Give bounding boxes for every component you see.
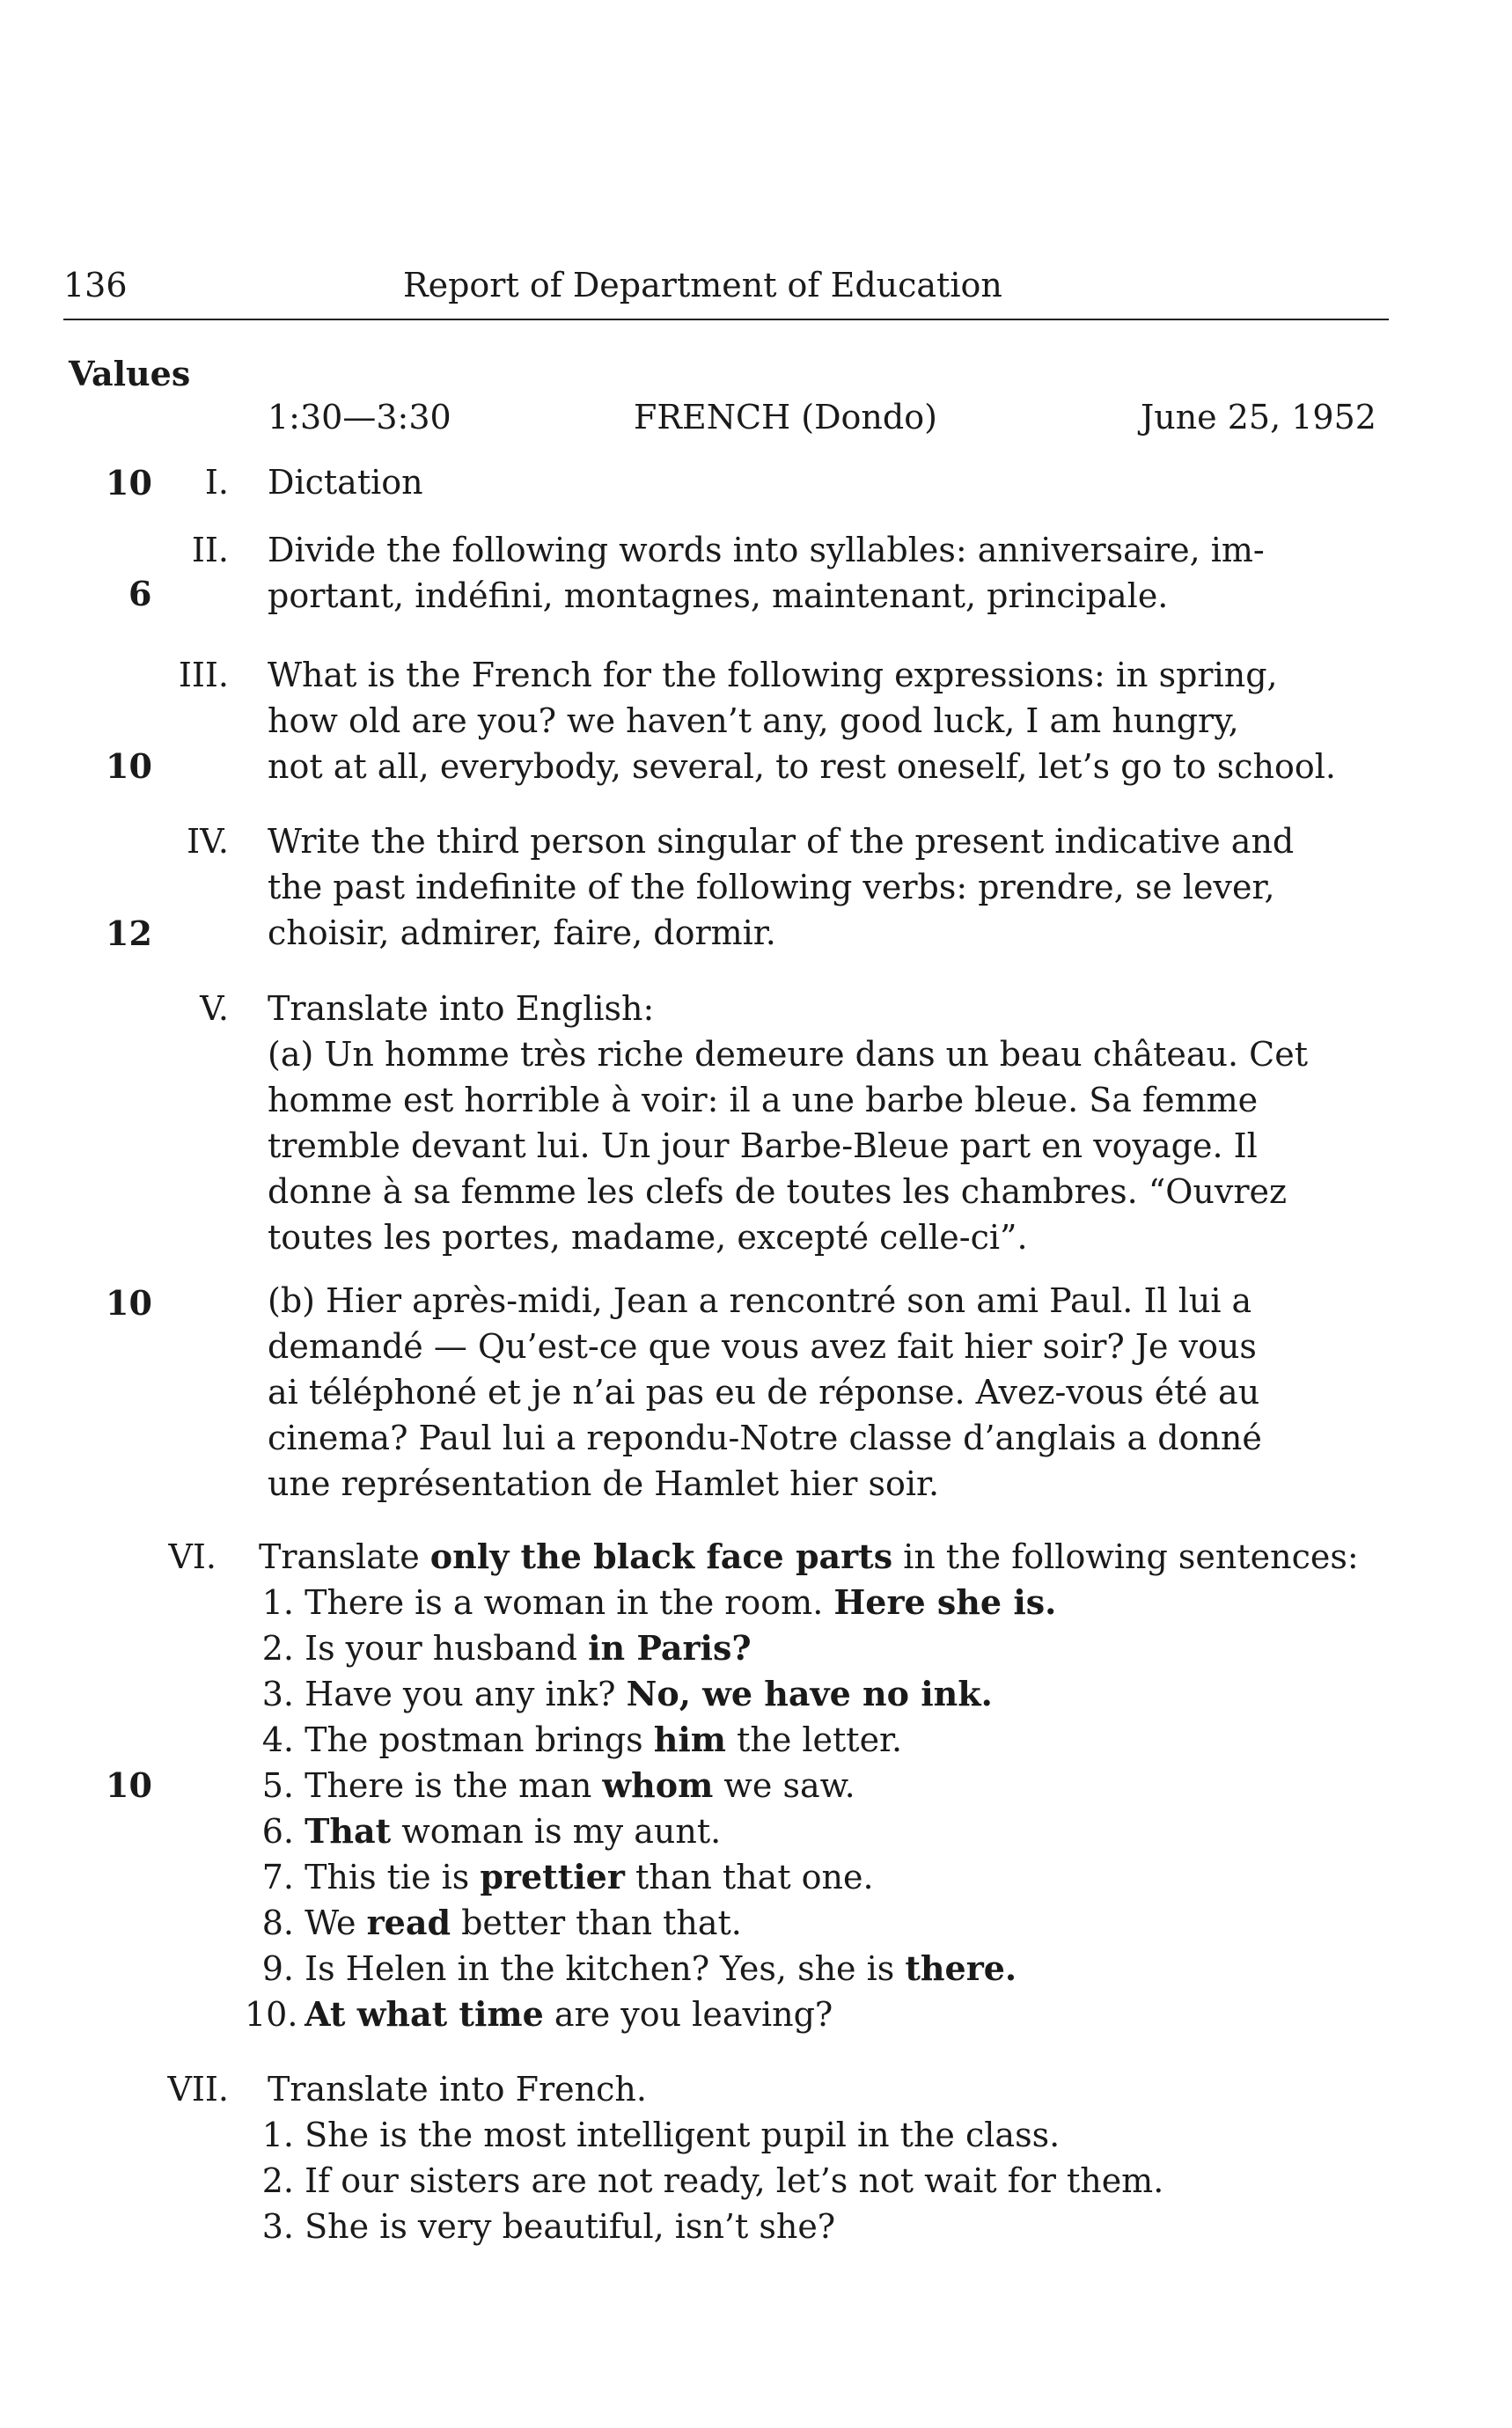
q5a-line-3: tremble devant lui. Un jour Barbe-Bleue part en voyage. Il — [268, 1126, 1258, 1165]
roman-q4: IV. — [187, 822, 229, 861]
header-rule — [63, 319, 1389, 320]
value-q6: 10 — [106, 1765, 152, 1805]
list-item: 2. If our sisters are not ready, let’s not wait for them. — [261, 2161, 1164, 2200]
list-item: 2. Is your husband in Paris? — [261, 1628, 752, 1668]
list-item: 5. There is the man whom we saw. — [261, 1765, 855, 1805]
value-q3: 10 — [106, 746, 152, 786]
roman-q5: V. — [200, 989, 229, 1028]
list-item: 4. The postman brings him the letter. — [261, 1720, 903, 1759]
exam-subject: FRENCH (Dondo) — [634, 398, 937, 436]
roman-q3: III. — [178, 656, 229, 694]
q7-intro: Translate into French. — [268, 2070, 647, 2109]
q5b-line-4: cinema? Paul lui a repondu-Notre classe d’anglais a donné — [268, 1419, 1262, 1457]
list-item: 10. At what time are you leaving? — [245, 1994, 833, 2034]
values-heading: Values — [69, 354, 191, 393]
q5b-line-1: (b) Hier après-midi, Jean a rencontré son ami Paul. Il lui a — [268, 1281, 1252, 1320]
running-title: Report of Department of Education — [403, 266, 1002, 304]
roman-q7: VII. — [167, 2070, 229, 2109]
q2-line-2: portant, indéfini, montagnes, maintenant, principale. — [268, 576, 1169, 615]
list-item: 7. This tie is prettier than that one. — [261, 1857, 874, 1896]
q4-line-3: choisir, admirer, faire, dormir. — [268, 913, 776, 952]
roman-q2: II. — [191, 531, 229, 569]
roman-q6: VI. — [168, 1537, 217, 1576]
list-item: 3. She is very beautiful, isn’t she? — [261, 2207, 836, 2246]
exam-time: 1:30—3:30 — [268, 398, 451, 436]
q5a-line-5: toutes les portes, madame, excepté celle-ci”. — [268, 1218, 1028, 1257]
q6-intro: Translate only the black face parts in the following sentences: — [259, 1537, 1359, 1576]
page-number: 136 — [63, 266, 128, 304]
q5-intro: Translate into English: — [268, 989, 655, 1028]
q4-line-2: the past indefinite of the following verbs: prendre, se lever, — [268, 868, 1275, 906]
q5b-line-5: une représentation de Hamlet hier soir. — [268, 1464, 940, 1503]
q3-line-1: What is the French for the following expressions: in spring, — [268, 656, 1278, 694]
q5a-line-4: donne à sa femme les clefs de toutes les chambres. “Ouvrez — [268, 1172, 1288, 1211]
q5a-line-2: homme est horrible à voir: il a une barbe bleue. Sa femme — [268, 1081, 1259, 1119]
list-item: 1. There is a woman in the room. Here she is. — [261, 1582, 1057, 1622]
list-item: 6. That woman is my aunt. — [261, 1811, 722, 1851]
q5b-line-3: ai téléphoné et je n’ai pas eu de réponse. Avez-vous été au — [268, 1373, 1260, 1412]
exam-date: June 25, 1952 — [1141, 398, 1376, 436]
roman-q1: I. — [204, 463, 229, 502]
value-q1: 10 — [106, 463, 152, 502]
q3-line-3: not at all, everybody, several, to rest oneself, let’s go to school. — [268, 747, 1336, 786]
list-item: 1. She is the most intelligent pupil in the class. — [261, 2116, 1061, 2154]
value-q2: 6 — [128, 574, 152, 613]
q5b-line-2: demandé — Qu’est-ce que vous avez fait hier soir? Je vous — [268, 1327, 1257, 1366]
value-q5: 10 — [106, 1283, 152, 1323]
q2-line-1: Divide the following words into syllables: anniversaire, im- — [268, 531, 1265, 569]
value-q4: 12 — [106, 913, 152, 953]
list-item: 8. We read better than that. — [261, 1903, 742, 1942]
list-item: 9. Is Helen in the kitchen? Yes, she is there. — [261, 1948, 1017, 1988]
q1-text: Dictation — [268, 463, 423, 502]
q5a-line-1: (a) Un homme très riche demeure dans un beau château. Cet — [268, 1035, 1309, 1074]
q3-line-2: how old are you? we haven’t any, good luck, I am hungry, — [268, 701, 1239, 740]
list-item: 3. Have you any ink? No, we have no ink. — [261, 1674, 993, 1713]
q4-line-1: Write the third person singular of the present indicative and — [268, 822, 1295, 861]
